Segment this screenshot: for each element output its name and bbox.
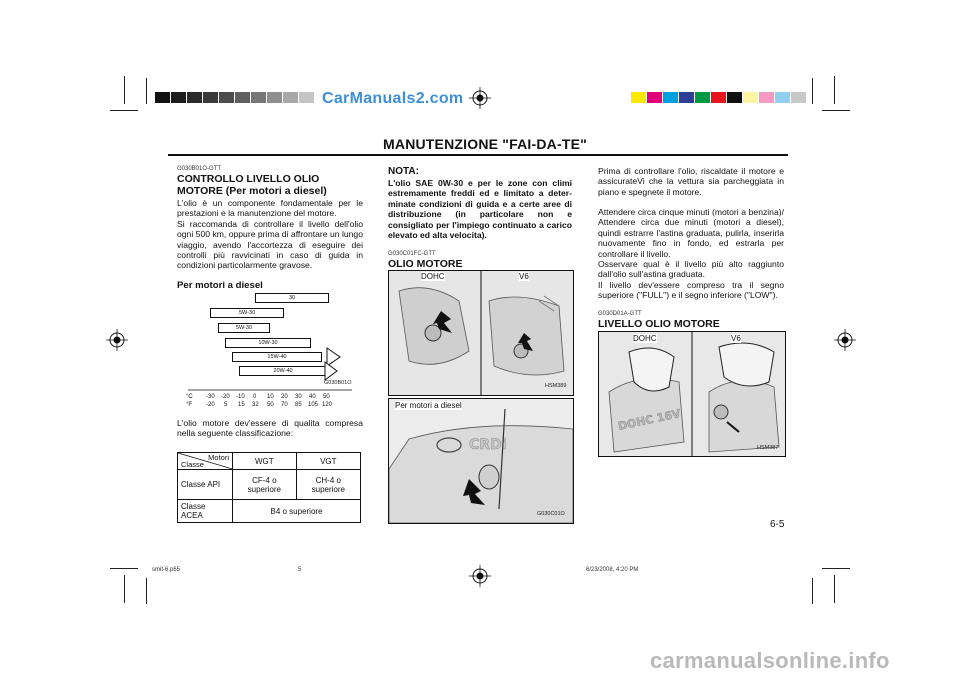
section-title: CONTROLLO LIVELLO OLIO MOTORE (Per motori a diesel) bbox=[177, 173, 327, 197]
footer-page: 5 bbox=[298, 567, 302, 573]
api-vgt-value: CH-4 o superiore bbox=[296, 470, 360, 500]
acea-value: B4 o superiore bbox=[233, 500, 361, 523]
crop-mark bbox=[812, 78, 813, 104]
grade-bar: 5W-30 bbox=[218, 323, 270, 333]
engine-photo-petrol bbox=[388, 270, 574, 396]
img-caption: G030C01O bbox=[537, 511, 565, 517]
section-title: LIVELLO OLIO MOTORE bbox=[598, 318, 720, 330]
footer-file: smit-6.p65 bbox=[152, 567, 181, 573]
crop-mark bbox=[124, 76, 125, 104]
svg-text:CRDi: CRDi bbox=[469, 437, 507, 453]
section-code: G030C01FC-GTT bbox=[388, 251, 436, 257]
crop-mark bbox=[146, 578, 147, 604]
site-watermark[interactable]: carmanualsonline.info bbox=[650, 648, 890, 673]
svg-text:DOHC 16V: DOHC 16V bbox=[616, 407, 682, 433]
page-number: 6-5 bbox=[770, 519, 785, 530]
api-row-label: Classe API bbox=[178, 470, 233, 500]
engine-photo-diesel bbox=[388, 398, 574, 524]
right-paragraph-2: Attendere circa cinque minuti (motori a benzina)/ Attendere circa due minuti (motori a diesel), quindi estrarre l'astina graduata, pulirla, inserirla nuovamente fino in fondo, ed estrarla per controllare il livello. Osservare qual è il livello più alto raggiunto dall'olio sull'astina graduata. Il livello dev'essere compreso tra il segno superiore ("FULL") e il segno inferiore ("LOW"). bbox=[598, 207, 784, 301]
vgt-header: VGT bbox=[296, 453, 360, 470]
img-label-dohc: DOHC bbox=[421, 272, 445, 281]
grade-bar: 5W-30 bbox=[210, 308, 284, 318]
crop-mark bbox=[146, 78, 147, 104]
crop-mark bbox=[110, 110, 138, 111]
footer-date: 6/23/2008, 4:20 PM bbox=[586, 567, 639, 573]
img-label-v6: V6 bbox=[731, 334, 741, 343]
grade-bar: 30 bbox=[255, 293, 329, 303]
registration-mark-icon bbox=[834, 329, 856, 351]
img-label-v6: V6 bbox=[519, 272, 529, 281]
classification-paragraph: L'olio motore dev'essere di qualita compresa nella seguente classificazione: bbox=[177, 418, 363, 439]
grade-bar: 10W-30 bbox=[225, 338, 311, 348]
acea-row-label: Classe ACEA bbox=[178, 500, 233, 523]
watermark[interactable]: CarManuals2.com bbox=[322, 90, 464, 107]
dipstick-photo bbox=[598, 331, 786, 457]
page-title: MANUTENZIONE "FAI-DA-TE" bbox=[383, 136, 587, 152]
crop-mark bbox=[812, 578, 813, 604]
intro-paragraph: L'olio è un componente fondamentale per le prestazioni e la manutenzione del motore. Si raccomanda di controllare il livello dell'olio ogni 500 km, oppure prima di affrontare un lungo viaggio, avendo l'accortezza di eseguire dei controlli più ravvicinati in caso di guida in condizioni particolarmente gravose. bbox=[177, 198, 363, 271]
fahrenheit-label: °F bbox=[186, 402, 193, 408]
header-diagonal-cell: Motori Classe bbox=[178, 453, 233, 470]
header-rule bbox=[168, 154, 788, 156]
note-title: NOTA: bbox=[388, 166, 419, 177]
registration-mark-icon bbox=[106, 329, 128, 351]
img-caption: HSM389 bbox=[545, 383, 567, 389]
section-code: G030B01O-GTT bbox=[177, 166, 222, 172]
crop-mark bbox=[822, 110, 850, 111]
crop-mark bbox=[822, 568, 850, 569]
celsius-label: °C bbox=[186, 394, 193, 400]
section-code: G030D01A-GTT bbox=[598, 311, 642, 317]
grade-bar: 15W-40 bbox=[232, 352, 322, 362]
note-text: L'olio SAE 0W-30 e per le zone con climi estremamente freddi ed e limitato a deter-minate condizioni di guida e a certe aree di distribuzione (in particolare non e consigliato per l'impiego continuato a carico elevato ed alta velocita). bbox=[388, 178, 572, 241]
chart-code: G030B01O bbox=[324, 380, 352, 386]
img-label-diesel: Per motori a diesel bbox=[395, 401, 462, 410]
crop-mark bbox=[124, 575, 125, 603]
img-caption: HSM387 bbox=[757, 445, 779, 451]
crop-mark bbox=[110, 568, 138, 569]
api-wgt-value: CF-4 o superiore bbox=[233, 470, 297, 500]
wgt-header: WGT bbox=[233, 453, 297, 470]
crop-mark bbox=[834, 76, 835, 104]
diesel-subheading: Per motori a diesel bbox=[177, 280, 263, 291]
right-paragraph-1: Prima di controllare l'olio, riscaldate il motore e assicurateVi che la vettura sia parcheggiata in piano e spegnete il motore. bbox=[598, 166, 784, 197]
grade-bar: 20W-40 bbox=[239, 366, 327, 376]
img-label-dohc: DOHC bbox=[633, 334, 657, 343]
registration-mark-icon bbox=[469, 87, 491, 109]
section-title: OLIO MOTORE bbox=[388, 258, 463, 270]
registration-mark-icon bbox=[469, 565, 491, 587]
crop-mark bbox=[834, 575, 835, 603]
classification-table bbox=[177, 452, 361, 523]
